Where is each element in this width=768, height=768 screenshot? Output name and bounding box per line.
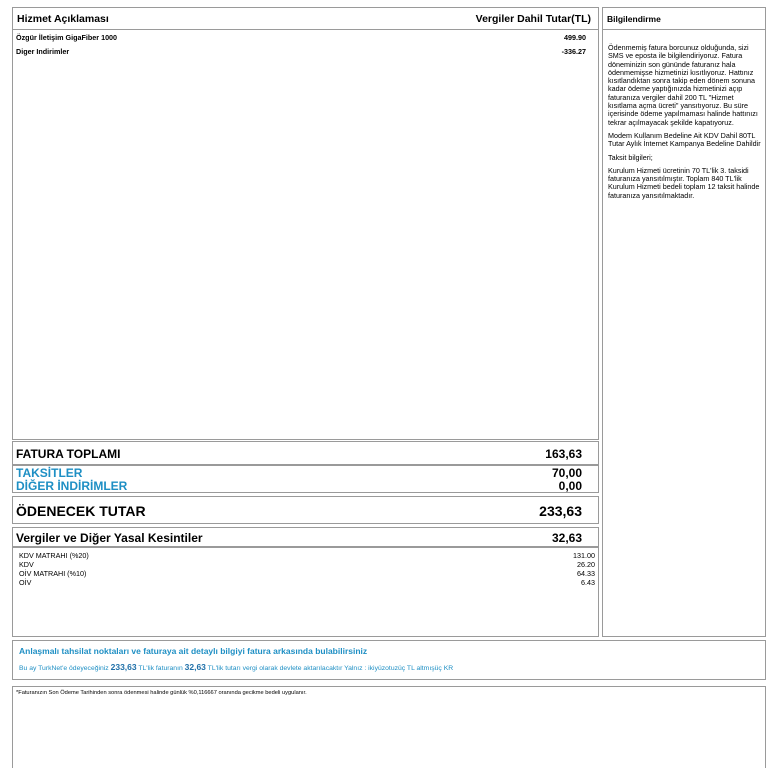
tax-row: [19, 578, 595, 587]
service-name: Diger Indirimler: [16, 47, 70, 56]
footnote-box: [12, 686, 766, 768]
late-fee-footnote: *Faturanızın Son Ödeme Tarihinden sonra ödenmesi halinde günlük %0,116667 oranında gecikme bedeli uygulanır.: [16, 690, 307, 696]
tax-name: OİV MATRAHI (%10): [19, 569, 87, 578]
tax-row: [19, 551, 595, 560]
notice-amount: 233,63: [110, 662, 137, 672]
tax-breakdown: [12, 547, 599, 637]
other-discounts-label: DİĞER İNDİRİMLER: [16, 479, 128, 493]
tax-row: [19, 569, 595, 578]
info-panel: [602, 7, 766, 637]
tax-value: 131.00: [573, 551, 595, 560]
service-amount: 499.90: [564, 33, 586, 42]
notice-text-a: Bu ay TurkNet'e ödeyeceğiniz: [19, 665, 111, 672]
info-body: [608, 44, 761, 205]
amount-due-value: 233,63: [539, 503, 582, 519]
notice-text: [19, 662, 453, 672]
tax-row: [19, 560, 595, 569]
info-header: [603, 8, 765, 30]
notice-tax: 32,63: [184, 662, 206, 672]
installments-value: 70,00: [551, 466, 582, 480]
info-paragraph: Kurulum Hizmeti ücretinin 70 TL'lik 3. taksidi faturanıza yansıtılmıştır. Toplam 840 TL'lik Kurulum Hizmeti bedeli toplam 12 taksit halinde faturanıza yansıtılmaktadır.: [608, 165, 760, 200]
info-paragraph: Ödenmemiş fatura borcunuz olduğunda, sizi SMS ve eposta ile bilgilendiriyoruz. Fatura döneminizin son gününde faturanız hala ödenmemişse hizmetinizi kısıtlıyoruz. Hattınız kısıtlandıktan sonra takip eden dönem sonuna kadar ödeme yaptığınızda hizmetinizi açıp faturanıza vergiler dahil 200 TL "Hizmet kısıtlama açma ücreti" yansıtıyoruz. Bu süre içerisinde ödeme yapılmaması halinde hattınızı tekrar açılmayacak şekilde kapatıyoruz.: [608, 43, 758, 127]
invoice-total-value: 163,63: [545, 447, 582, 461]
info-title: Bilgilendirme: [607, 14, 661, 24]
tax-name: KDV MATRAHI (%20): [19, 551, 89, 560]
services-table: [12, 7, 599, 440]
tax-name: OİV: [19, 578, 32, 587]
amount-due-label: ÖDENECEK TUTAR: [16, 503, 146, 519]
payment-notice: [12, 640, 766, 680]
service-amount: -336.27: [561, 47, 586, 56]
service-row: [16, 47, 586, 59]
notice-text-b: TL'lik faturanın: [136, 665, 185, 672]
tax-value: 26.20: [577, 560, 595, 569]
taxes-row: [12, 527, 599, 547]
invoice-total-label: FATURA TOPLAMI: [16, 447, 121, 461]
tax-value: 6.43: [581, 578, 595, 587]
services-header-amount: Vergiler Dahil Tutar(TL): [475, 13, 591, 25]
taxes-value: 32,63: [551, 531, 582, 545]
tax-name: KDV: [19, 560, 34, 569]
taxes-label: Vergiler ve Diğer Yasal Kesintiler: [16, 531, 203, 545]
installments-row: [12, 465, 599, 493]
installments-label: TAKSİTLER: [16, 466, 83, 480]
services-header-description: Hizmet Açıklaması: [17, 13, 109, 25]
service-row: [16, 33, 586, 45]
notice-text-c: TL'lik tutarı vergi olarak devlete aktarılacaktır Yalnız : ikiyüzotuzüç TL altmışüç KR: [205, 665, 454, 672]
amount-due-row: [12, 496, 599, 524]
services-header: [13, 8, 598, 30]
info-paragraph: Modem Kullanım Bedeline Ait KDV Dahil 80TL Tutar Aylık İnternet Kampanya Bedeline Dahildir: [608, 130, 761, 149]
notice-title: Anlaşmalı tahsilat noktaları ve faturaya ait detaylı bilgiyi fatura arkasında bulabilirsiniz: [19, 646, 368, 656]
info-paragraph: Taksit bilgileri;: [608, 152, 653, 162]
service-name: Özgür İletişim GigaFiber 1000: [16, 33, 118, 42]
tax-value: 64.33: [577, 569, 595, 578]
invoice-total-row: [12, 441, 599, 465]
other-discounts-value: 0,00: [558, 479, 582, 493]
